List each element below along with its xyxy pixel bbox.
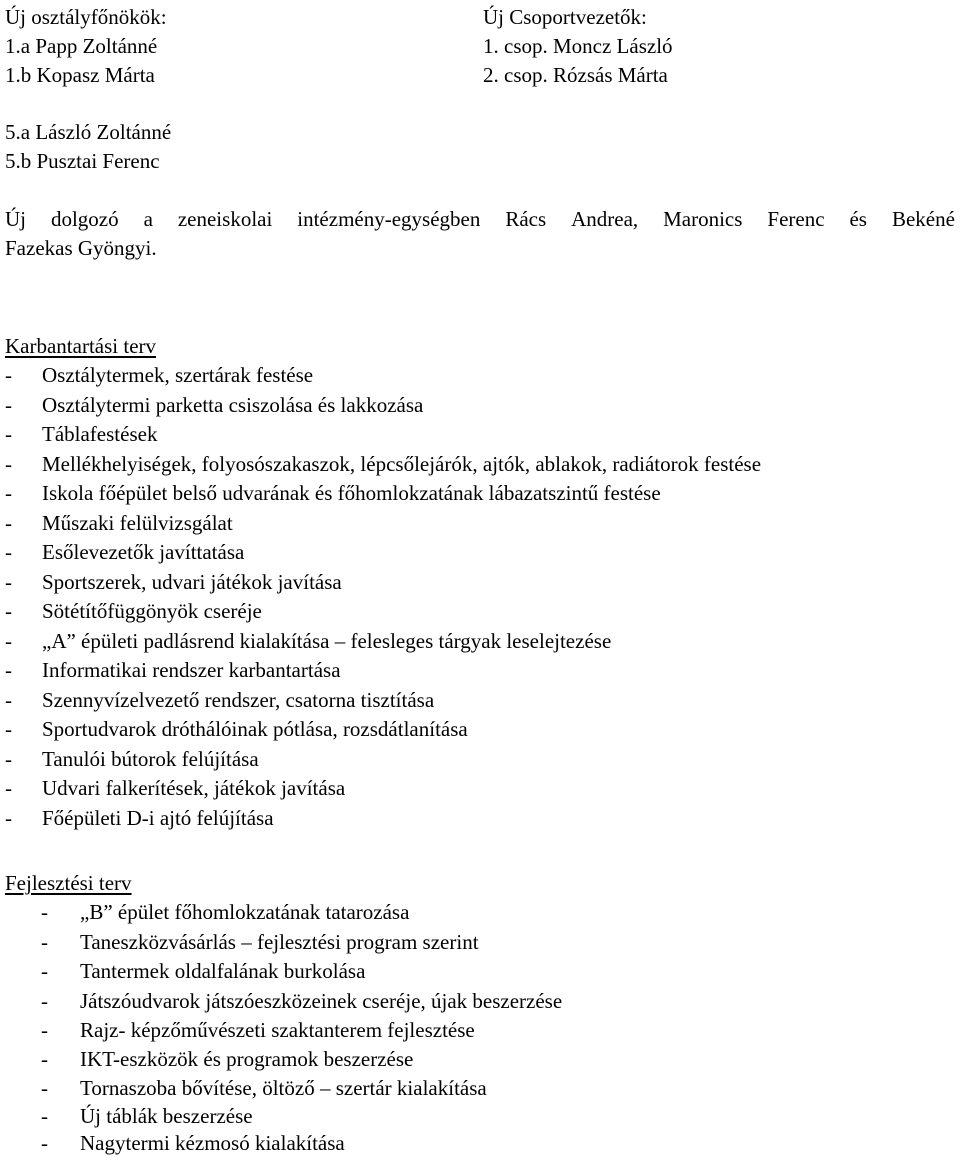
- new-employee-line: [5, 205, 955, 234]
- class-teacher-item: 5.a László Zoltánné: [5, 120, 172, 144]
- word: dolgozó: [50, 207, 119, 231]
- list-item-text: Osztálytermi parketta csiszolása és lakkozása: [42, 392, 424, 417]
- bullet-dash: -: [5, 717, 12, 741]
- list-item-text: Főépületi D-i ajtó felújítása: [42, 805, 274, 830]
- bullet-dash: -: [5, 599, 12, 623]
- word: Andrea,: [571, 207, 639, 231]
- bullet-dash: -: [5, 569, 12, 594]
- list-item-text: Játszóudvarok játszóeszközeinek cseréje, újak beszerzése: [80, 988, 563, 1013]
- bullet-dash: -: [5, 422, 12, 446]
- list-item-text: Új táblák beszerzése: [80, 1104, 253, 1128]
- word: Ferenc: [767, 207, 825, 231]
- group-leaders-heading: Új Csoportvezetők:: [483, 5, 647, 29]
- word: Maronics: [663, 207, 743, 231]
- word: a: [143, 207, 153, 231]
- bullet-dash: -: [41, 1131, 48, 1155]
- list-item-text: Udvari falkerítések, játékok javítása: [42, 776, 346, 800]
- group-leader-item: 1. csop. Moncz László: [483, 34, 673, 58]
- bullet-dash: -: [41, 1018, 48, 1042]
- new-employee-line-2: Fazekas Gyöngyi.: [5, 236, 157, 260]
- list-item-text: Taneszközvásárlás – fejlesztési program szerint: [80, 929, 479, 954]
- list-item-text: Sportszerek, udvari játékok javítása: [42, 569, 342, 594]
- class-teacher-item: 1.b Kopasz Márta: [5, 63, 155, 87]
- bullet-dash: -: [41, 959, 48, 983]
- list-item-text: „B” épület főhomlokzatának tatarozása: [80, 900, 410, 924]
- bullet-dash: -: [41, 1076, 48, 1100]
- list-item-text: Szennyvízelvezető rendszer, csatorna tisztítása: [42, 687, 435, 712]
- bullet-dash: -: [5, 392, 12, 417]
- list-item-text: Nagytermi kézmosó kialakítása: [80, 1131, 345, 1155]
- bullet-dash: -: [5, 481, 12, 505]
- list-item-text: Esőlevezetők javíttatása: [42, 540, 245, 564]
- list-item-text: Iskola főépület belső udvarának és főhomlokzatának lábazatszintű festése: [42, 481, 661, 505]
- bullet-dash: -: [5, 746, 12, 771]
- bullet-dash: -: [41, 929, 48, 954]
- class-teachers-heading: Új osztályfőnökök:: [5, 5, 167, 29]
- list-item-text: IKT-eszközök és programok beszerzése: [80, 1047, 414, 1071]
- list-item-text: Informatikai rendszer karbantartása: [42, 658, 341, 682]
- class-teacher-item: 5.b Pusztai Ferenc: [5, 149, 160, 173]
- bullet-dash: -: [41, 1047, 48, 1071]
- list-item-text: Sportudvarok dróthálóinak pótlása, rozsdátlanítása: [42, 717, 468, 741]
- bullet-dash: -: [5, 628, 12, 653]
- list-item-text: Sötétítőfüggönyök cseréje: [42, 599, 262, 623]
- bullet-dash: -: [5, 363, 12, 387]
- bullet-dash: -: [5, 510, 12, 535]
- list-item-text: Műszaki felülvizsgálat: [42, 510, 233, 535]
- list-item-text: Mellékhelyiségek, folyosószakaszok, lépcsőlejárók, ajtók, ablakok, radiátorok festése: [42, 451, 762, 476]
- word: Új: [5, 207, 26, 231]
- list-item-text: Tornaszoba bővítése, öltöző – szertár kialakítása: [80, 1076, 487, 1100]
- list-item-text: Osztálytermek, szertárak festése: [42, 363, 314, 387]
- word: Rács: [505, 207, 547, 231]
- bullet-dash: -: [5, 658, 12, 682]
- list-item-text: Tanulói bútorok felújítása: [42, 746, 259, 771]
- bullet-dash: -: [41, 900, 48, 924]
- development-plan-title: Fejlesztési terv: [5, 871, 132, 895]
- bullet-dash: -: [5, 687, 12, 712]
- bullet-dash: -: [41, 1104, 48, 1128]
- list-item-text: Rajz- képzőművészeti szaktanterem fejlesztése: [80, 1018, 475, 1042]
- bullet-dash: -: [5, 776, 12, 800]
- bullet-dash: -: [41, 988, 48, 1013]
- list-item-text: „A” épületi padlásrend kialakítása – felesleges tárgyak leselejtezése: [42, 628, 612, 653]
- word: zeneiskolai: [177, 207, 273, 231]
- bullet-dash: -: [5, 540, 12, 564]
- word: és: [849, 207, 867, 231]
- bullet-dash: -: [5, 451, 12, 476]
- word: intézmény-egységben: [297, 207, 481, 231]
- list-item-text: Táblafestések: [42, 422, 158, 446]
- word: Bekéné: [891, 207, 955, 231]
- group-leader-item: 2. csop. Rózsás Márta: [483, 63, 668, 87]
- list-item-text: Tantermek oldalfalának burkolása: [80, 959, 366, 983]
- class-teacher-item: 1.a Papp Zoltánné: [5, 34, 158, 58]
- maintenance-plan-title: Karbantartási terv: [5, 334, 157, 358]
- bullet-dash: -: [5, 805, 12, 830]
